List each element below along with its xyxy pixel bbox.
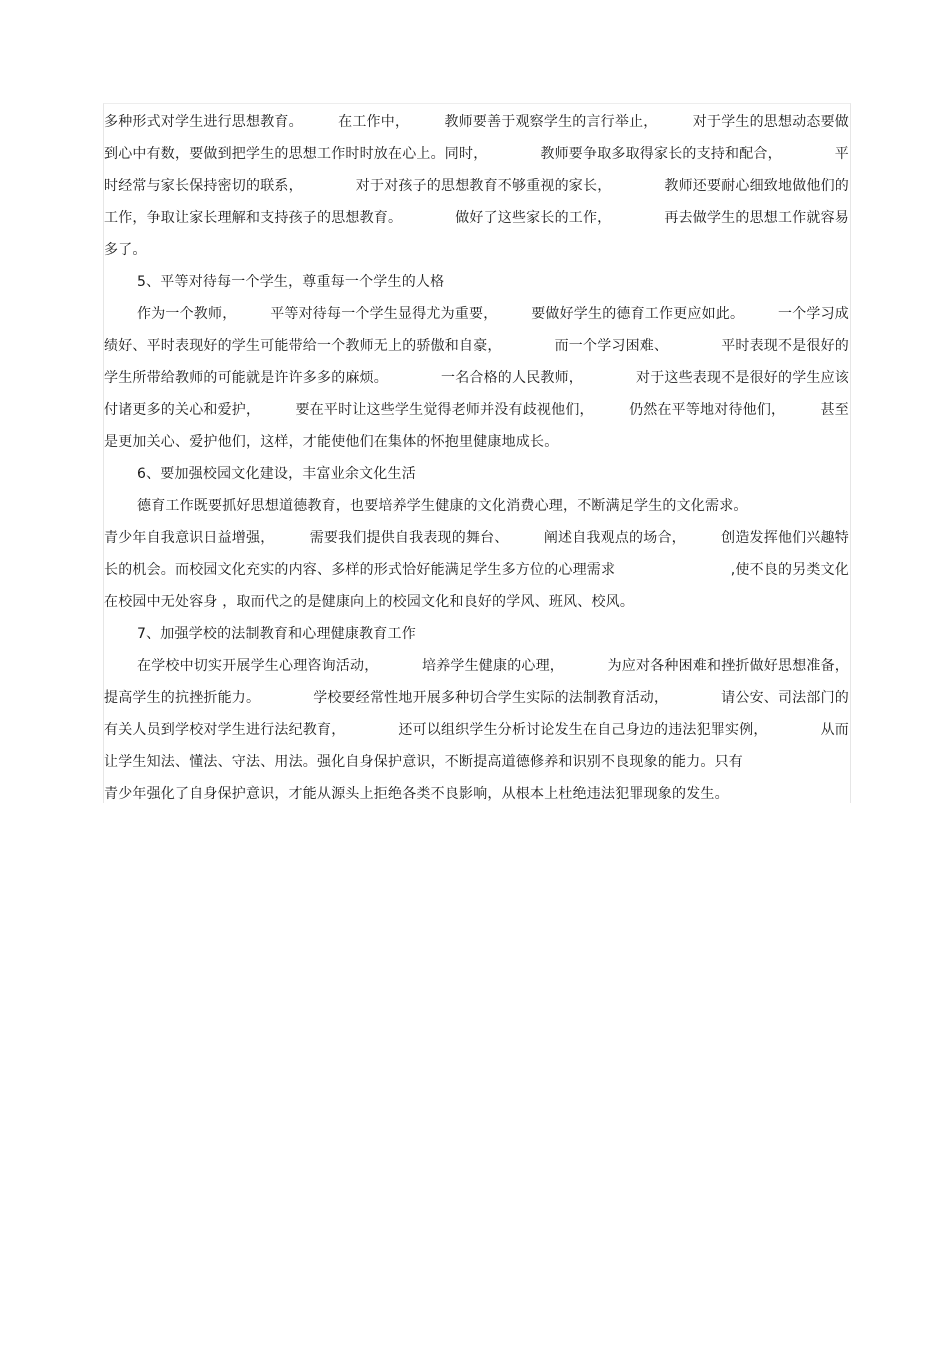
text-segment: 要做好学生的德育工作更应如此。 <box>531 306 745 322</box>
text-segment: 学生所带给教师的可能就是许许多多的麻烦。 <box>104 370 388 386</box>
text-segment: 从而 <box>820 722 849 738</box>
text-segment: 对于这些表现不是很好的学生应该 <box>636 370 849 386</box>
text-segment: 学校要经常性地开展多种切合学生实际的法制教育活动， <box>313 690 669 706</box>
paragraph-line <box>104 682 849 714</box>
paragraph-line <box>104 522 849 554</box>
text-segment: 要在平时让这些学生觉得老师并没有歧视他们， <box>295 402 594 418</box>
text-segment: 对于对孩子的思想教育不够重视的家长， <box>355 178 612 194</box>
text-segment: 平 <box>834 146 849 162</box>
text-segment: 一个学习成 <box>778 306 849 322</box>
text-segment: 平等对待每一个学生显得尤为重要， <box>270 306 498 322</box>
paragraph-line: 在校园中无处容身 ，取而代之的是健康向上的校园文化和良好的学风、班风、校风。 <box>104 594 635 610</box>
paragraph-line: 让学生知法、懂法、守法、用法。强化自身保护意识，不断提高道德修养和识别不良现象的能力。只有 <box>104 754 743 770</box>
text-segment: ,使不良的另类文化 <box>730 562 849 578</box>
text-segment: 在工作中， <box>338 114 410 130</box>
paragraph-line <box>104 106 849 138</box>
text-segment: 提高学生的抗挫折能力。 <box>104 690 261 706</box>
text-segment: 教师要争取多取得家长的支持和配合， <box>540 146 782 162</box>
paragraph-line <box>104 394 849 426</box>
paragraph-line <box>104 714 849 746</box>
section-heading: 5、平等对待每一个学生，尊重每一个学生的人格 <box>137 274 445 290</box>
paragraph-line <box>104 298 849 330</box>
text-segment: 多种形式对学生进行思想教育。 <box>104 114 303 130</box>
text-segment: 在学校中切实开展学生心理咨询活动， <box>137 658 379 674</box>
text-segment: 创造发挥他们兴趣特 <box>721 530 849 546</box>
text-segment: 青少年自我意识日益增强， <box>104 530 275 546</box>
paragraph-line: 是更加关心、爱护他们，这样，才能使他们在集体的怀抱里健康地成长。 <box>104 434 559 450</box>
text-segment: 还可以组织学生分析讨论发生在自己身边的违法犯罪实例， <box>398 722 768 738</box>
text-segment: 请公安、司法部门的 <box>721 690 849 706</box>
text-segment: 而一个学习困难、 <box>554 338 669 354</box>
paragraph-line <box>104 330 849 362</box>
section-heading: 7、加强学校的法制教育和心理健康教育工作 <box>137 626 416 642</box>
paragraph-line <box>104 170 849 202</box>
text-segment: 为应对各种困难和挫折做好思想准备， <box>607 658 849 674</box>
text-segment: 到心中有数，要做到把学生的思想工作时时放在心上。同时， <box>104 146 488 162</box>
text-segment: 仍然在平等地对待他们， <box>629 402 786 418</box>
text-segment: 付诸更多的关心和爱护， <box>104 402 261 418</box>
text-segment: 教师要善于观察学生的言行举止， <box>444 114 658 130</box>
text-segment: 教师还要耐心细致地做他们的 <box>664 178 849 194</box>
paragraph-line <box>104 138 849 170</box>
text-segment: 再去做学生的思想工作就容易 <box>664 210 849 226</box>
paragraph-line <box>104 362 849 394</box>
text-segment: 一名合格的人民教师， <box>441 370 583 386</box>
text-segment: 作为一个教师， <box>137 306 237 322</box>
text-segment: 时经常与家长保持密切的联系， <box>104 178 303 194</box>
text-segment: 长的机会。而校园文化充实的内容、多样的形式恰好能满足学生多方位的心理需求 <box>104 562 616 578</box>
text-segment: 培养学生健康的心理， <box>422 658 564 674</box>
paragraph-line <box>104 650 849 682</box>
paragraph-line: 多了。 <box>104 242 147 258</box>
text-segment: 甚至 <box>820 402 849 418</box>
paragraph-line <box>104 202 849 234</box>
text-segment: 对于学生的思想动态要做 <box>692 114 849 130</box>
text-segment: 工作，争取让家长理解和支持孩子的思想教育。 <box>104 210 403 226</box>
text-segment: 绩好、平时表现好的学生可能带给一个教师无上的骄傲和自豪， <box>104 338 502 354</box>
section-heading: 6、要加强校园文化建设，丰富业余文化生活 <box>137 466 416 482</box>
text-segment: 有关人员到学校对学生进行法纪教育， <box>104 722 346 738</box>
paragraph-line: 青少年强化了自身保护意识，才能从源头上拒绝各类不良影响，从根本上杜绝违法犯罪现象的发生。 <box>104 786 729 802</box>
text-segment: 做好了这些家长的工作， <box>455 210 612 226</box>
paragraph-line: 德育工作既要抓好思想道德教育，也要培养学生健康的文化消费心理，不断满足学生的文化需求。 <box>137 498 748 514</box>
text-segment: 平时表现不是很好的 <box>721 338 849 354</box>
document-body <box>104 106 849 810</box>
text-segment: 阐述自我观点的场合， <box>543 530 686 546</box>
paragraph-line <box>104 554 849 586</box>
text-segment: 需要我们提供自我表现的舞台、 <box>309 530 509 546</box>
